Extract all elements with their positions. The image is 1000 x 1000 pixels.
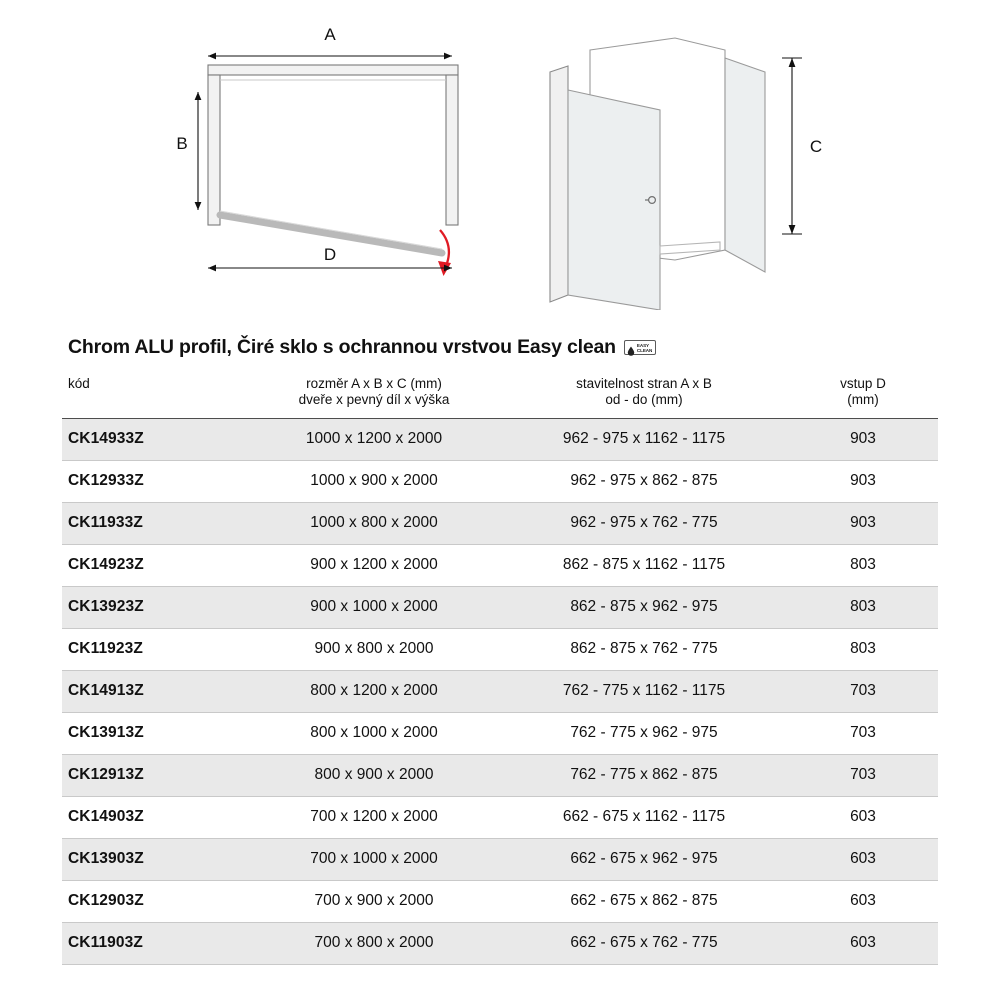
label-c: C	[809, 137, 823, 156]
cell-code: CK12913Z	[62, 754, 248, 796]
cell-code: CK11933Z	[62, 502, 248, 544]
cell-size: 800 x 1000 x 2000	[248, 712, 500, 754]
cell-code: CK12933Z	[62, 460, 248, 502]
page-title: Chrom ALU profil, Čiré sklo s ochrannou vrstvou Easy clean	[68, 336, 616, 358]
cell-entry: 603	[788, 922, 938, 964]
cell-size: 700 x 1200 x 2000	[248, 796, 500, 838]
cell-adjust: 962 - 975 x 762 - 775	[500, 502, 788, 544]
dimension-arrow-d	[208, 265, 452, 272]
cell-size: 900 x 1000 x 2000	[248, 586, 500, 628]
cell-size: 700 x 1000 x 2000	[248, 838, 500, 880]
perspective-view-diagram	[520, 10, 850, 310]
cell-entry: 803	[788, 628, 938, 670]
cell-entry: 903	[788, 418, 938, 460]
table-row	[62, 460, 938, 502]
easy-clean-badge	[624, 340, 656, 355]
cell-size: 1000 x 900 x 2000	[248, 460, 500, 502]
cell-size: 700 x 900 x 2000	[248, 880, 500, 922]
label-d: D	[323, 245, 337, 264]
label-b: B	[176, 134, 188, 153]
cell-code: CK14923Z	[62, 544, 248, 586]
header-adjust	[500, 372, 788, 418]
cell-size: 800 x 1200 x 2000	[248, 670, 500, 712]
header-size	[248, 372, 500, 418]
badge-line-2: CLEAN	[636, 347, 653, 353]
table-row	[62, 796, 938, 838]
spec-table-wrap	[62, 372, 938, 965]
header-code: kód	[62, 372, 248, 418]
cell-entry: 703	[788, 670, 938, 712]
diagram-area	[0, 0, 1000, 310]
cell-code: CK12903Z	[62, 880, 248, 922]
header-adjust-line2: od - do (mm)	[605, 391, 683, 407]
table-row	[62, 712, 938, 754]
header-size-line1: rozměr A x B x C (mm)	[306, 376, 442, 391]
plan-view-diagram	[150, 10, 530, 300]
table-header	[62, 372, 938, 418]
cell-size: 800 x 900 x 2000	[248, 754, 500, 796]
table-row	[62, 838, 938, 880]
table-row	[62, 670, 938, 712]
cell-adjust: 662 - 675 x 1162 - 1175	[500, 796, 788, 838]
header-entry-line2: (mm)	[847, 391, 879, 407]
cell-adjust: 862 - 875 x 1162 - 1175	[500, 544, 788, 586]
dimension-arrow-c	[782, 58, 802, 234]
cell-size: 1000 x 800 x 2000	[248, 502, 500, 544]
cell-adjust: 762 - 775 x 962 - 975	[500, 712, 788, 754]
cell-code: CK14933Z	[62, 418, 248, 460]
spec-table	[62, 372, 938, 965]
cell-adjust: 862 - 875 x 962 - 975	[500, 586, 788, 628]
cell-code: CK13913Z	[62, 712, 248, 754]
cell-adjust: 962 - 975 x 1162 - 1175	[500, 418, 788, 460]
cell-adjust: 962 - 975 x 862 - 875	[500, 460, 788, 502]
cell-code: CK11923Z	[62, 628, 248, 670]
header-adjust-line1: stavitelnost stran A x B	[576, 376, 712, 391]
enclosure-3d-outline	[550, 38, 765, 310]
table-row	[62, 418, 938, 460]
dimension-arrow-a	[208, 53, 452, 60]
cell-entry: 703	[788, 712, 938, 754]
cell-size: 900 x 800 x 2000	[248, 628, 500, 670]
water-drop-icon	[627, 343, 635, 353]
cell-adjust: 662 - 675 x 762 - 775	[500, 922, 788, 964]
badge-line-1: EASY	[636, 342, 650, 348]
label-a: A	[324, 25, 336, 44]
table-body	[62, 418, 938, 964]
cell-code: CK14903Z	[62, 796, 248, 838]
table-row	[62, 922, 938, 964]
header-entry	[788, 372, 938, 418]
cell-size: 1000 x 1200 x 2000	[248, 418, 500, 460]
table-row	[62, 544, 938, 586]
cell-adjust: 662 - 675 x 862 - 875	[500, 880, 788, 922]
dimension-arrow-b	[195, 92, 202, 210]
enclosure-plan-outline	[208, 65, 458, 225]
cell-entry: 603	[788, 838, 938, 880]
cell-code: CK14913Z	[62, 670, 248, 712]
table-row	[62, 586, 938, 628]
cell-entry: 703	[788, 754, 938, 796]
cell-size: 700 x 800 x 2000	[248, 922, 500, 964]
header-entry-line1: vstup D	[840, 376, 886, 391]
cell-entry: 803	[788, 586, 938, 628]
cell-adjust: 662 - 675 x 962 - 975	[500, 838, 788, 880]
cell-entry: 603	[788, 880, 938, 922]
cell-adjust: 762 - 775 x 862 - 875	[500, 754, 788, 796]
section-title	[68, 336, 656, 359]
cell-entry: 603	[788, 796, 938, 838]
cell-size: 900 x 1200 x 2000	[248, 544, 500, 586]
header-size-line2: dveře x pevný díl x výška	[298, 391, 450, 407]
cell-code: CK11903Z	[62, 922, 248, 964]
cell-adjust: 862 - 875 x 762 - 775	[500, 628, 788, 670]
cell-entry: 803	[788, 544, 938, 586]
cell-adjust: 762 - 775 x 1162 - 1175	[500, 670, 788, 712]
cell-code: CK13923Z	[62, 586, 248, 628]
table-row	[62, 628, 938, 670]
table-row	[62, 502, 938, 544]
table-row	[62, 880, 938, 922]
table-row	[62, 754, 938, 796]
cell-code: CK13903Z	[62, 838, 248, 880]
cell-entry: 903	[788, 460, 938, 502]
cell-entry: 903	[788, 502, 938, 544]
